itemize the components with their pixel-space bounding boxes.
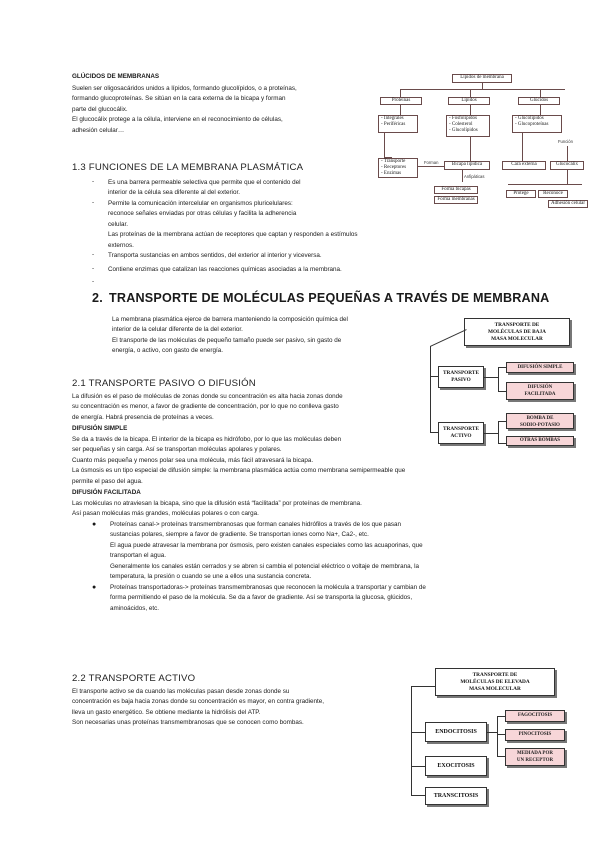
box-line: TRANSPORTE DE	[494, 322, 540, 328]
text-line: El glucocálix protege a la célula, interviene en el reconocimiento de células,	[72, 116, 283, 124]
text-line: forma permitiendo el paso de la molécula. Se da a favor de gradiente. Así se transporta la glucosa, glúcidos,	[110, 594, 413, 602]
sub-item: - Glucolípidos	[449, 128, 478, 133]
text-line: La ósmosis es un tipo especial de difusión simple: la membrana plasmática actúa como membrana semipermeable que	[72, 467, 406, 475]
sub-item: - Periféricas	[381, 122, 406, 127]
text-line: reconoce señales enviadas por otras células y facilita la adherencia	[108, 210, 297, 218]
sub-item: - Fosfolípidos	[449, 116, 477, 121]
difusion-simple-box: DIFUSIÓN SIMPLE	[506, 362, 574, 373]
difusion-simple-paragraph	[72, 435, 522, 487]
concept-proteinas: Proteínas	[380, 97, 422, 105]
text-line: El agua puede atravesar la membrana por ósmosis, pero existen canales especiales como las acuaporinas, que	[110, 541, 423, 549]
text-line: temperatura, la presión o cuando se une a ellos una sustancia concreta.	[110, 573, 312, 581]
exocitosis-box: EXOCITOSIS	[425, 756, 487, 776]
text-line: permite el paso del agua.	[72, 477, 143, 485]
concept-root: Lípidos de membrana	[452, 74, 512, 83]
sub-item: - Transporte	[381, 159, 406, 164]
section-1-3-title: 1.3 FUNCIONES DE LA MEMBRANA PLASMÁTICA	[72, 162, 304, 173]
difusion-facilitada-title: DIFUSIÓN FACILITADA	[72, 489, 141, 496]
proteinas-transportadoras-item	[110, 583, 530, 614]
section-2-intro	[112, 315, 422, 357]
concept-cara-externa: Cara externa	[502, 161, 546, 170]
glucidos-paragraph	[72, 84, 377, 136]
function-item-2	[108, 199, 378, 251]
text-line: ser pequeñas y sin carga. Así se transportan moléculas apolares y polares.	[72, 446, 282, 454]
section-2-1-title: 2.1 TRANSPORTE PASIVO O DIFUSIÓN	[72, 378, 256, 389]
text-line: energía, o activo, con gasto de energía.	[112, 347, 223, 355]
text-line: formando glucoproteínas. Se sitúan en la cara externa de la bicapa y forman	[72, 95, 286, 103]
difusion-simple-title: DIFUSIÓN SIMPLE	[72, 425, 128, 432]
text-line: sustancias polares, siempre a favor de gradiente. Se transportan iones como Na+, Ca2-, etc.	[110, 531, 369, 539]
list-dash: -	[92, 278, 95, 285]
list-dash: -	[92, 265, 95, 272]
list-dash: -	[92, 178, 95, 185]
text-line: interior de la célula sea diferente al del exterior.	[108, 189, 240, 197]
box-line: PASIVO	[451, 377, 471, 383]
text-line: aminoácidos, etc.	[110, 604, 160, 612]
concept-adhesion: Adhesión celular	[548, 200, 588, 208]
text-line: celular.	[108, 220, 128, 228]
bullet-icon: ●	[92, 584, 97, 591]
list-dash: -	[92, 199, 95, 206]
concept-forma-label: Forman	[424, 160, 439, 165]
pinocitosis-box: PINOCITOSIS	[505, 729, 565, 741]
text-line: Son necesarias unas proteínas transmembranosas que se conocen como bombas.	[72, 719, 304, 727]
concept-glucocalix: Glucocálix	[550, 161, 584, 170]
concept-glucidos: Glúcidos	[518, 97, 560, 105]
difusion-facilitada-box	[506, 382, 574, 400]
box-line: SODIO-POTASIO	[520, 423, 560, 428]
sub-item: - Glucolípidos	[515, 116, 544, 121]
text-line: interior de la celular diferente de la del exterior.	[112, 326, 243, 334]
box-line: MASA MOLECULAR	[469, 686, 521, 692]
bullet-icon: ●	[92, 521, 97, 528]
section-2-title: TRANSPORTE DE MOLÉCULAS PEQUEÑAS A TRAVÉS DE MEMBRANA	[109, 291, 550, 305]
transcitosis-box: TRANSCITOSIS	[425, 787, 487, 805]
sub-item: - Glucoproteínas	[515, 122, 549, 127]
box-line: TRANSPORTE	[442, 426, 479, 432]
section-2-number: 2.	[92, 291, 103, 305]
otras-bombas-box: OTRAS BOMBAS	[506, 436, 574, 446]
text-line: transportan el agua.	[110, 552, 167, 560]
endocitosis-box: ENDOCITOSIS	[425, 722, 487, 742]
text-line: de energía. Habrá presencia de proteínas a veces.	[72, 413, 214, 421]
function-item-4: Contiene enzimas que catalizan las reacciones químicas asociadas a la membrana.	[108, 266, 342, 273]
text-line: Proteínas canal-> proteínas transmembranosas que forman canales hidrófilos a través de los que pasan	[110, 521, 402, 528]
function-item-1	[108, 178, 378, 199]
box-line: MOLÉCULAS DE ELEVADA	[460, 679, 530, 685]
concept-reconoce: Reconoce	[538, 190, 568, 198]
concept-left-sub	[378, 158, 418, 178]
sub-item: - Enzimas	[381, 171, 402, 176]
text-line: El transporte de las moléculas de pequeño tamaño puede ser pasivo, sin gasto de	[112, 336, 342, 344]
concept-anf-label: Anfipáticas	[464, 174, 485, 179]
box-line: TRANSPORTE DE	[472, 672, 518, 678]
list-dash: -	[92, 251, 95, 258]
concept-protege: Protege	[506, 190, 536, 198]
box-line: ACTIVO	[450, 433, 472, 439]
function-item-3: Transporta sustancias en ambos sentidos, del exterior al interior y viceversa.	[108, 252, 322, 259]
box-line: MOLÉCULAS DE BAJA	[488, 329, 546, 335]
box-line: MEDIADA POR	[517, 751, 553, 756]
concept-lip-sub	[446, 115, 490, 137]
text-line: Es una barrera permeable selectiva que permite que el contenido del	[108, 179, 301, 186]
section-2-2-title: 2.2 TRANSPORTE ACTIVO	[72, 673, 196, 684]
text-line: adhesión celular…	[72, 126, 125, 134]
text-line: La membrana plasmática ejerce de barrera manteniendo la composición química del	[112, 316, 348, 323]
difusion-facilitada-paragraph	[72, 499, 522, 520]
text-line: Permite la comunicación intercelular en organismos pluricelulares:	[108, 200, 293, 207]
concept-funcion-label: Función	[558, 139, 573, 144]
box-line: FACILITADA	[524, 392, 556, 397]
box-line: DIFUSIÓN	[527, 385, 553, 390]
text-line: lleva un gasto energético. Se obtiene mediante la hidrólisis del ATP.	[72, 708, 261, 716]
text-line: Así pasan moléculas más grandes, moléculas polares o con carga.	[72, 510, 259, 518]
sub-item: - Integrales	[381, 116, 404, 121]
sub-item: - Receptores	[381, 165, 407, 170]
text-line: parte del glucocálix.	[72, 105, 128, 113]
text-line: Las proteínas de la membrana actúan de receptores que captan y responden a estímulos externos.	[108, 231, 358, 249]
concept-prot-sub	[378, 115, 418, 133]
box-line: BOMBA DE	[526, 416, 554, 421]
bomba-sodio-potasio-box	[506, 413, 574, 429]
transporte-activo-paragraph	[72, 687, 402, 729]
concept-membrana: Forma membranas	[434, 196, 478, 204]
text-line: El transporte activo se da cuando las moléculas pasan desde zonas donde su	[72, 688, 290, 695]
glucidos-title: GLÚCIDOS DE MEMBRANAS	[72, 73, 160, 80]
proteinas-canal-item	[110, 520, 530, 582]
concept-gluc-sub	[512, 115, 562, 133]
membrane-concept-map	[372, 66, 592, 222]
text-line: concentración es baja hacia zonas donde su concentración es mayor, en contra gradiente,	[72, 698, 325, 706]
concept-lipidos: Lípidos	[448, 97, 490, 105]
low-mass-root-box	[464, 318, 570, 346]
low-mass-transport-diagram	[420, 318, 580, 446]
text-line: Suelen ser oligosacáridos unidos a lípidos, formando glucolípidos, o a proteínas,	[72, 85, 297, 92]
text-line: Generalmente los canales están cerrados y se abren si cambia el potencial eléctrico o voltaje de membrana, la	[110, 562, 420, 570]
text-line: Se da a través de la bicapa. El interior de la bicapa es hidrófobo, por lo que las moléculas deben	[72, 436, 342, 443]
text-line: Proteínas transportadoras-> proteínas transmembranosas que reconocen la molécula a transportar y cambian de	[110, 584, 426, 591]
high-mass-transport-diagram	[405, 668, 580, 808]
concept-capacidad: Forma bicapas	[434, 186, 478, 194]
text-line: Las moléculas no atraviesan la bicapa, sino que la difusión está “facilitada” por proteínas de membrana.	[72, 500, 362, 507]
sub-item: - Colesterol	[449, 122, 473, 127]
mediada-receptor-box	[505, 748, 565, 766]
box-line: MASA MOLECULAR	[491, 336, 543, 342]
box-line: UN RECEPTOR	[516, 758, 554, 763]
text-line: La difusión es el paso de moléculas de zonas donde su concentración es alta hacia zonas donde	[72, 393, 343, 400]
high-mass-root-box	[435, 668, 555, 696]
transporte-pasivo-box	[438, 366, 484, 388]
text-line: Cuanto más pequeña y menos polar sea una molécula, más fácil atravesará la bicapa.	[72, 456, 314, 464]
difusion-paragraph	[72, 392, 432, 423]
text-line: su concentración es menor, a favor de gradiente de concentración, por lo que no conlleva gasto	[72, 403, 339, 411]
box-line: TRANSPORTE	[442, 370, 479, 376]
concept-bicapa: Bicapa lipídica	[444, 161, 490, 170]
fagocitosis-box: FAGOCITOSIS	[505, 710, 565, 722]
